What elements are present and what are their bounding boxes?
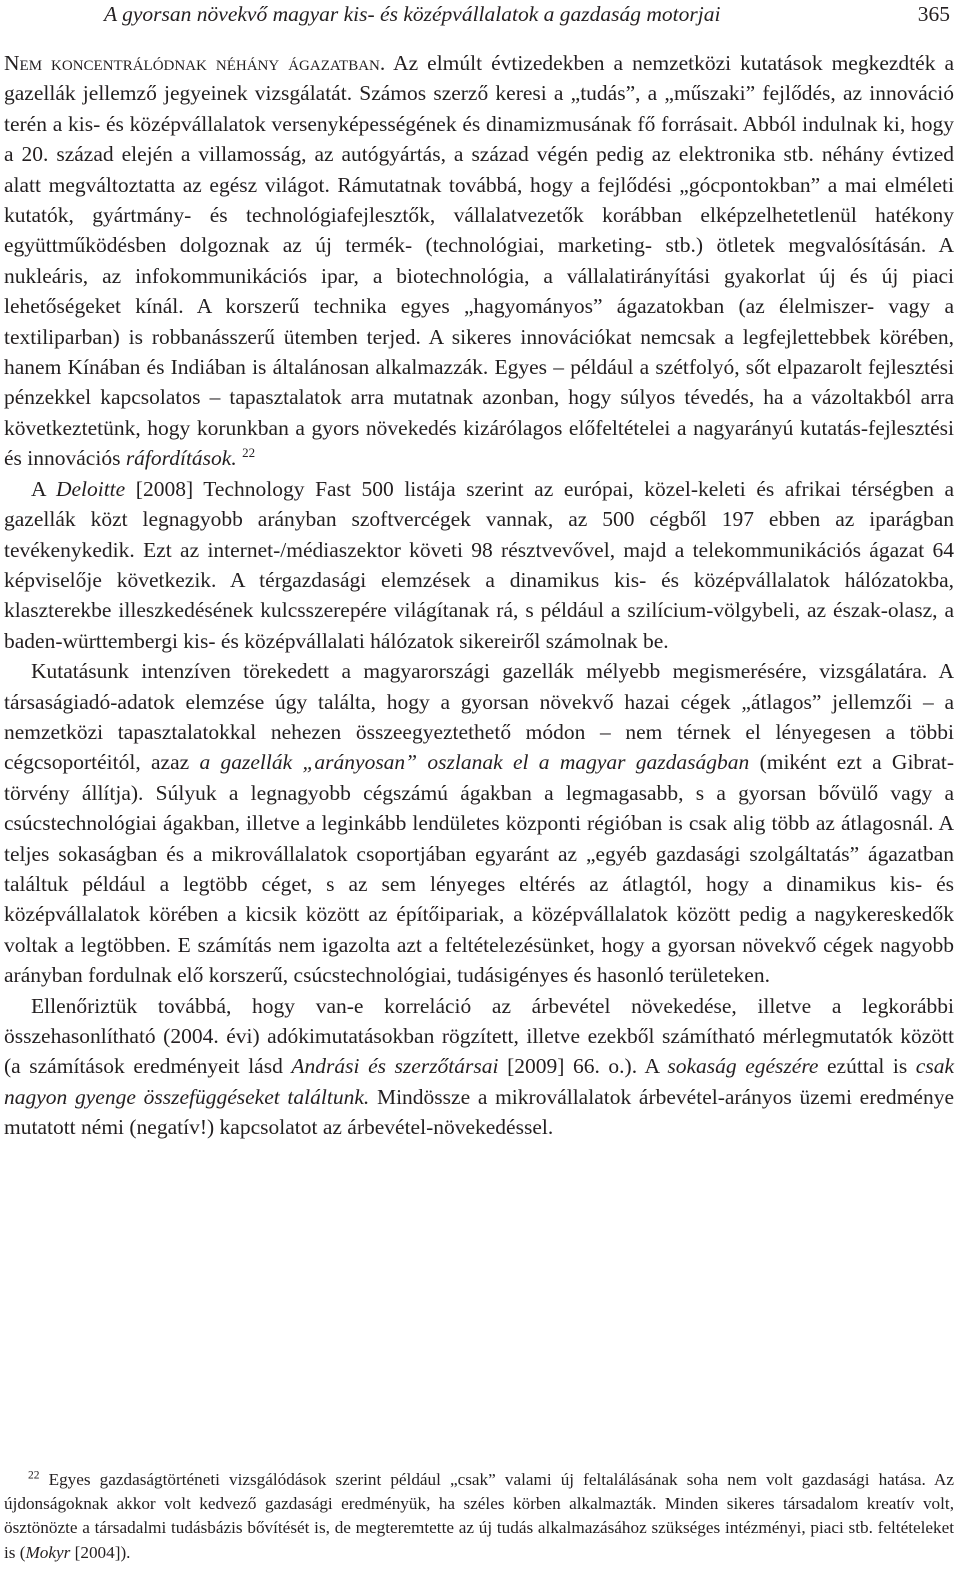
paragraph-italic: ráfordítások. — [125, 446, 237, 471]
body-text — [4, 48, 954, 1143]
footnote-italic: Mokyr — [25, 1542, 71, 1562]
footnote-text: [2004]). — [70, 1542, 131, 1562]
paragraph-text: ezúttal is — [818, 1054, 916, 1079]
paragraph-text: Mindössze a mikrovállalatok árbevétel-arányos üzemi eredménye mutatott némi (negatív!) kapcsolatot az árbevétel-növekedéssel. — [4, 1084, 954, 1140]
footnote-reference[interactable]: 22 — [242, 445, 256, 461]
paragraph-text: Ellenőriztük továbbá, hogy van-e korreláció az árbevétel növekedése, illetve a legkorábbi összehasonlítható (2004. évi) adókimutatásokban rögzített, illetve ezekből számítható mérlegmutatók között (a számítások eredményeit lásd — [4, 993, 954, 1079]
footnotes — [4, 1468, 954, 1565]
paragraph-text: Az elmúlt évtizedekben a nemzetközi kutatások megkezdték a gazellák jellemző jegyeinek vizsgálatát. Számos szerző keresi a „tudás”, a „műszaki” fejlődés, az innováció terén a kis- és középvállalatok versenyképességének és dinamizmusának fő forrásait. Abból indulnak ki, hogy a 20. század elején a villamosság, az autógyártás, a század végén pedig az elektronika stb. néhány évtized alatt megváltoztatta az egész világot. Rámutatnak továbbá, hogy a fejlődési „gócpontokban” a mai elméleti kutatók, gyártmány- és technológiafejlesztők, vállalatvezetők korábban elképzelhetetlenül hatékony együttműködésben dolgoznak az új termék- (technológiai, marketing- stb.) ötletek megvalósításán. A nukleáris, az infokommunikációs ipar, a biotechnológia, a vállalatirányítási gyakorlat új és új piaci lehetőségeket kínál. A korszerű technika egyes „hagyományos” ágazatokban (az élelmiszer- vagy a textiliparban) is robbanásszerű ütemben terjed. A sikeres innovációkat nemcsak a legfejlettebbek körében, hanem Kínában és Indiában is általánosan alkalmazzák. Egyes – például a szétfolyó, sőt elpazarolt fejlesztési pénzekkel kapcsolatos – tapasztalatok arra mutatnak azonban, hogy súlyos tévedés, ha a vázoltakból arra következtetünk, hogy korunkban a gyors növekedés kizárólagos előfeltételei a nagyarányú kutatás-fejlesztési és innovációs — [4, 51, 954, 471]
paragraph-2 — [4, 474, 954, 656]
paragraph-text: (miként ezt a Gibrat-törvény állítja). Súlyuk a legnagyobb cégszámú ágakban a legmagasabb, s a gyorsan bővülő vagy a csúcstechnológiai ágakban, illetve a leginkább lendületes központi régióban is csak alig több az átlagosnál. A teljes sokaságban és a mikrovállalatok csoportjában egyaránt az „egyéb gazdasági szolgáltatás” ágazatban találtuk például a legtöbb céget, s az sem lényeges eltérés az átlagtól, hogy a dinamikus kis- és középvállalatok körében a kicsik között az építőipariak, a középvállalatok között pedig a nagykereskedők voltak a legtöbben. E számítás nem igazolta azt a feltételezésünket, hogy a gyorsan növekvő cégek nagyobb arányban fordulnak elő korszerű, csúcstechnológiai, tudásigényes és hasonló területeken. — [4, 750, 954, 988]
paragraph-italic: csak nagyon gyenge összefüggéseket találtunk. — [4, 1054, 954, 1109]
paragraph-text: [2008] Technology Fast 500 listája szerint az európai, közel-keleti és afrikai térségben a gazellák közt legnagyobb arányban szoftvercégek vannak, az 500 cégből 197 ebben az iparágban tevékenykedik. Ezt az internet-/médiaszektor követi 98 résztvevővel, majd a telekommunikációs ágazat 64 képviselője következik. A térgazdasági elemzések a dinamikus kis- és középvállalatok hálózatokba, klaszterekbe illeszkedésének kulcsszerepére világítanak rá, s például a szilícium-völgybeli, az észak-olasz, a baden-württembergi kis- és középvállalati hálózatok sikereiről számolnak be. — [4, 476, 955, 653]
footnote-number: 22 — [28, 1469, 40, 1482]
paragraph-1 — [4, 48, 954, 474]
paragraph-italic: Deloitte — [55, 476, 126, 501]
footnote-22 — [4, 1468, 954, 1565]
paragraph-italic: sokaság egészére — [667, 1054, 819, 1079]
paragraph-text: A — [31, 476, 56, 501]
paragraph-lead: Nem koncentrálódnak néhány ágazatban. — [4, 51, 386, 75]
paragraph-italic: a gazellák „arányosan” oszlanak el a magyar gazdaságban — [199, 750, 750, 775]
running-head-title: A gyorsan növekvő magyar kis- és középvállalatok a gazdaság motorjai — [104, 2, 721, 26]
paragraph-text: [2009] 66. o.). A — [498, 1054, 668, 1079]
footnote-text: Egyes gazdaságtörténeti vizsgálódások szerint például „csak” valami új feltalálásának soha nem volt gazdasági hatása. Az újdonságoknak akkor volt kedvező gazdasági eredményük, ha széles körben alkalmazták. Minden sikeres társadalom kreatív volt, ösztönözte a társadalmi tudásbázis bővítését is, de megteremtette az új tudás alkalmazásához szükséges intézményi, piaci stb. feltételeket is ( — [4, 1470, 954, 1562]
paragraph-italic: Andrási és szerzőtársai — [291, 1054, 499, 1079]
paragraph-text: Kutatásunk intenzíven törekedett a magyarországi gazellák mélyebb megismerésére, vizsgálatára. A társaságiadó-adatok elemzése úgy találta, hogy a gyorsan növekvő hazai cégek „átlagos” jellemzői – a nemzetközi tapasztalatokkal nehezen összeegyeztethető módon – nem térnek el lényegesen a többi cégcsoportéitól, azaz — [4, 659, 954, 775]
paragraph-3 — [4, 656, 954, 990]
page-number: 365 — [917, 2, 950, 26]
running-head — [4, 0, 956, 28]
paragraph-4 — [4, 991, 954, 1143]
